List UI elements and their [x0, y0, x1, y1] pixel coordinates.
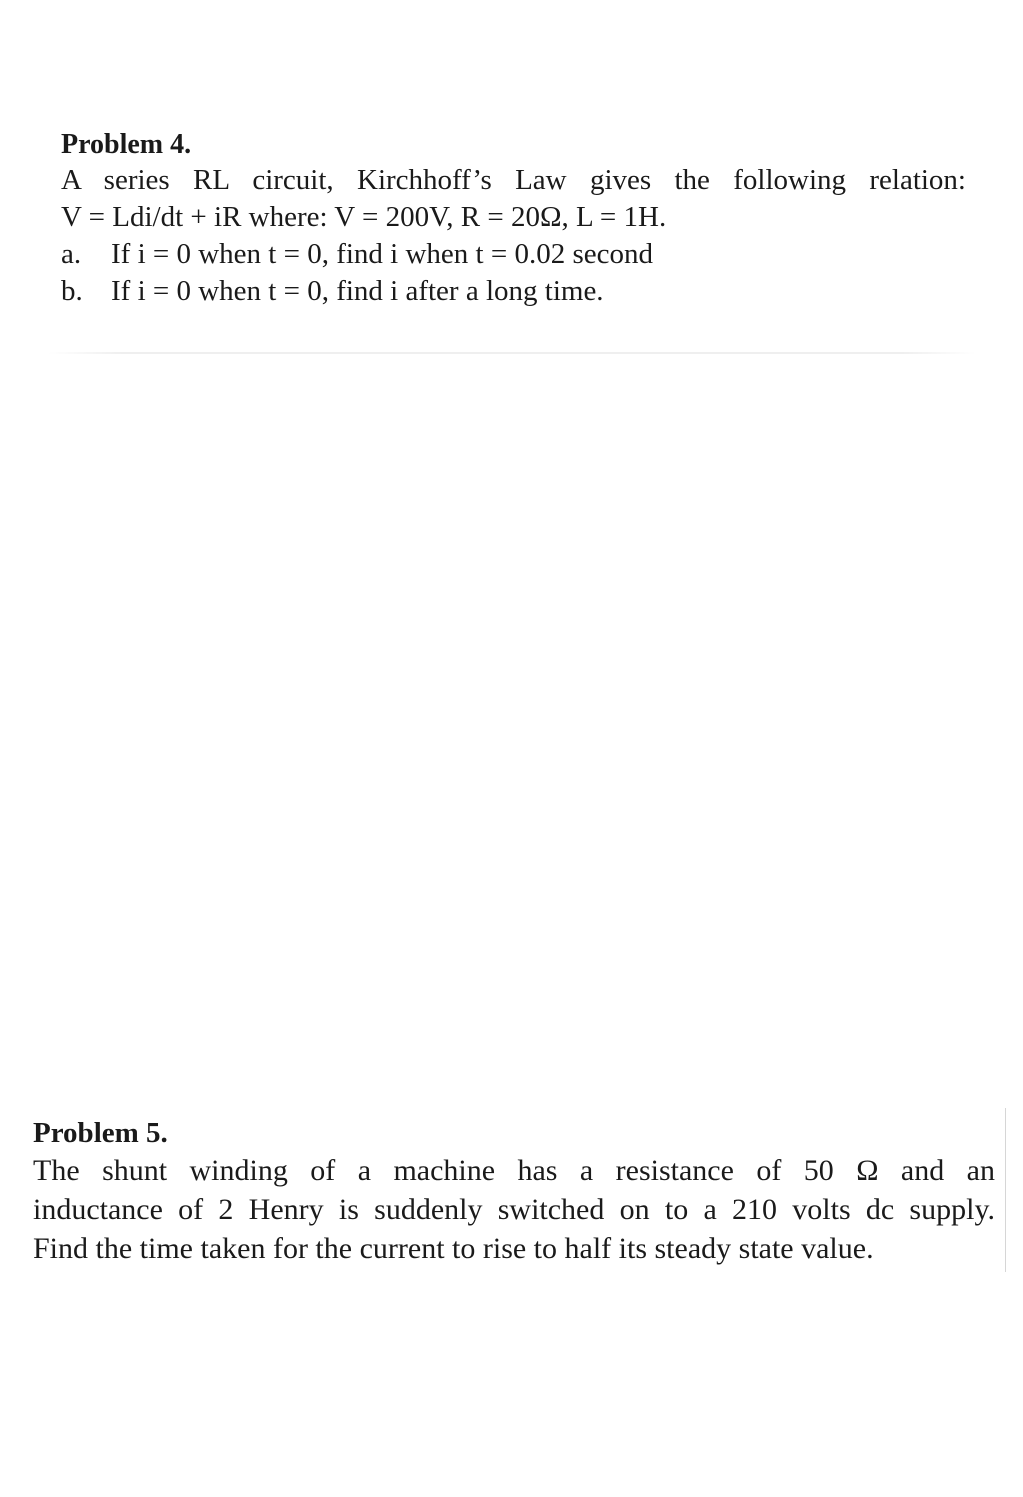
- problem-4-section: [61, 128, 966, 310]
- item-a-marker: a.: [61, 238, 82, 270]
- problem-5-statement: [33, 1151, 995, 1268]
- problem-5-line-3: Find the time taken for the current to rise to half its steady state value.: [33, 1232, 874, 1265]
- item-a-text: If i = 0 when t = 0, find i when t = 0.02 second: [111, 238, 653, 270]
- section-divider: [48, 352, 976, 354]
- problem-4-item-a: [61, 236, 966, 273]
- item-b-text: If i = 0 when t = 0, find i after a long time.: [111, 275, 604, 307]
- problem-5-line-2: inductance of 2 Henry is suddenly switched on to a 210 volts dc supply.: [33, 1193, 995, 1226]
- problem-4-statement: [61, 162, 966, 236]
- problem-5-title: Problem 5.: [33, 1117, 168, 1149]
- right-edge-line: [1005, 1108, 1006, 1272]
- problem-4-line-2: V = Ldi/dt + iR where: V = 200V, R = 20Ω, L = 1H.: [61, 201, 667, 233]
- problem-5-line-1: The shunt winding of a machine has a resistance of 50 Ω and an: [33, 1154, 995, 1187]
- problem-4-line-1: A series RL circuit, Kirchhoff’s Law gives the following relation:: [61, 164, 966, 196]
- problem-4-title: Problem 4.: [61, 129, 192, 160]
- item-b-marker: b.: [61, 275, 83, 307]
- problem-4-item-b: [61, 273, 966, 310]
- problem-5-section: [33, 1115, 995, 1268]
